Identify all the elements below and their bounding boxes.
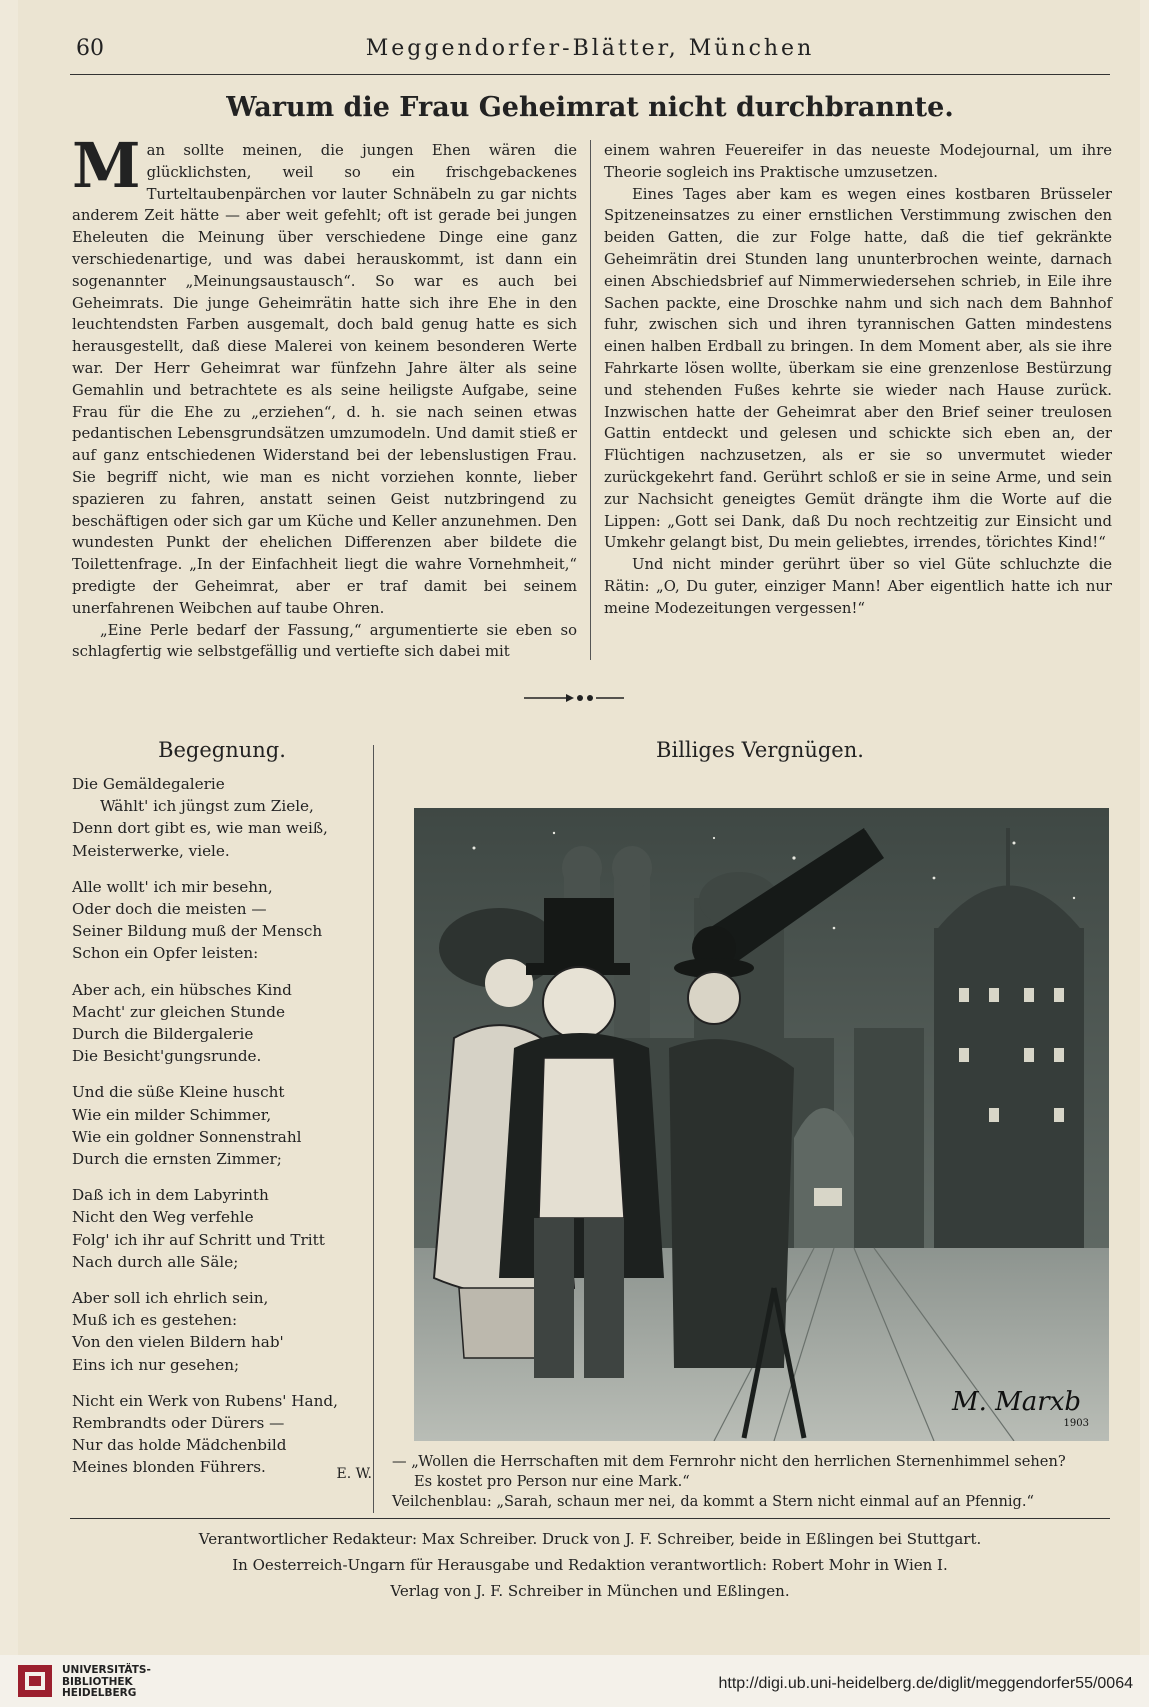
poem-stanza (72, 1081, 372, 1170)
cartoon-title: Billiges Vergnügen. (656, 738, 864, 762)
article-paragraph: „Eine Perle bedarf der Fassung,“ argumentierte sie eben so schlagfertig wie selbstgefällig und vertiefte sich dabei mit (72, 621, 577, 661)
poem-line: Nicht den Weg verfehle (72, 1208, 254, 1227)
column-divider (590, 140, 591, 660)
article-column-left (72, 129, 577, 663)
poem-line: Meisterwerke, viele. (72, 841, 230, 860)
poem (72, 773, 372, 1485)
header-rule (70, 74, 1110, 75)
article-paragraph: Und nicht minder gerührt über so viel Güte schluchzte die Rätin: „O, Du guter, einziger Mann! Aber eigentlich hatte ich nur meine Modezeitungen vergessen!“ (604, 556, 1112, 617)
poem-line: Durch die Bildergalerie (72, 1025, 254, 1044)
poem-line: Oder doch die meisten — (72, 900, 267, 919)
poem-line: Wie ein milder Schimmer, (72, 1105, 272, 1124)
poem-line: Aber soll ich ehrlich sein, (72, 1289, 269, 1308)
imprint-line: In Oesterreich-Ungarn für Herausgabe und Redaktion verantwortlich: Robert Mohr in Wien I. (232, 1556, 948, 1574)
article-title: Warum die Frau Geheimrat nicht durchbrannte. (226, 92, 954, 123)
caption-line: Veilchenblau: „Sarah, schaun mer nei, da kommt a Stern nicht einmal auf an Pfennig.“ (392, 1493, 1035, 1510)
library-name: UNIVERSITÄTS- BIBLIOTHEK HEIDELBERG (62, 1664, 151, 1699)
article-column-right (604, 140, 1112, 620)
page-header (70, 30, 1110, 70)
footer-rule (70, 1518, 1110, 1519)
poem-line: Aber ach, ein hübsches Kind (72, 980, 292, 999)
cartoon-caption (392, 1452, 1112, 1512)
poem-line: Macht' zur gleichen Stunde (72, 1002, 285, 1021)
imprint-line: Verantwortlicher Redakteur: Max Schreiber. Druck von J. F. Schreiber, beide in Eßlingen bei Stuttgart. (198, 1530, 982, 1548)
section-ornament (520, 688, 630, 708)
poem-line: Wählt' ich jüngst zum Ziele, (100, 797, 314, 816)
poem-line: Nach durch alle Säle; (72, 1252, 239, 1271)
poem-stanza (72, 773, 372, 862)
masthead: Meggendorfer-Blätter, München (365, 36, 815, 61)
poem-line: Rembrandts oder Dürers — (72, 1414, 285, 1433)
article-paragraph: einem wahren Feuereifer in das neueste Modejournal, um ihre Theorie sogleich ins Praktische umzusetzen. (604, 142, 1112, 181)
poem-line: Durch die ernsten Zimmer; (72, 1150, 282, 1169)
imprint-line: Verlag von J. F. Schreiber in München und Eßlingen. (390, 1582, 790, 1600)
library-bar (0, 1655, 1149, 1707)
poem-stanza (72, 1287, 372, 1376)
article-paragraph: Eines Tages aber kam es wegen eines kostbaren Brüsseler Spitzeneinsatzes zu einer ernstlichen Verstimmung zwischen den beiden Gatten, die zur Folge hatte, daß die tief gekränkte Geheimrätin drei Stunden lang ununterbrochen weinte, darnach einen Abschiedsbrief auf Nimmerwiedersehen schrieb, in Eile ihre Sachen packte, eine Droschke nahm und sich nach dem Bahnhof fuhr, zwischen sich und ihren tyrannischen Gatten mindestens einen halben Erdball zu bringen. In dem Moment aber, als sie ihre Fahrkarte lösen wollte, überkam sie eine grenzenlose Bestürzung und stehenden Fußes kehrte sie wieder nach Hause zurück. Inzwischen hatte der Geheimrat aber den Brief seiner treulosen Gattin entdeckt und gelesen und schickte sich eben an, der Flüchtigen nachzusetzen, als er sie so unvermutet wieder zurückgekehrt fand. Gerührt schloß er sie in seine Arme, und sein zur Nachsicht geneigtes Gemüt drängte ihm die Worte auf die Lippen: „Gott sei Dank, daß Du noch rechtzeitig zur Einsicht und Umkehr gelangt bist, Du mein geliebtes, irrendes, törichtes Kind!“ (604, 185, 1112, 552)
article-paragraph: Man sollte meinen, die jungen Ehen wären die glücklichsten, weil so ein frischgebackenes Turteltaubenpärchen vor lauter Schnäbeln zu gar nichts anderem Zeit hätte — aber weit gefehlt; oft ist gerade bei jungen Eheleuten die Meinung über verschiedene Dinge eine ganz verschiedenartige, und was dabei herauskommt, ist dann ein sogenannter „Meinungsaustausch“. So war es auch bei Geheimrats. Die junge Geheimrätin hatte sich ihre Ehe in den leuchtendsten Farben ausgemalt, doch bald genug hatte es sich herausgestellt, daß diese Malerei von keinem besonderen Werte war. Der Herr Geheimrat war fünfzehn Jahre älter als seine Gemahlin und betrachtete es als seine heiligste Aufgabe, seine Frau für die Ehe zu „erziehen“, d. h. sie nach seinen etwas pedantischen Lebensgrundsätzen umzumodeln. Und damit stieß er auf ganz entschiedenen Widerstand bei der lebenslustigen Frau. Sie begriff nicht, wie man es nicht vorziehen konnte, lieber spazieren zu fahren, anstatt seinen Geist nutzbringend zu beschäftigen oder sich gar um Küche und Keller anzunehmen. Den wundesten Punkt der ehelichen Differenzen aber bildete die Toilettenfrage. „In der Einfachheit liegt die wahre Vornehmheit,“ predigte der Geheimrat, aber er traf damit bei seinem unerfahrenen Weibchen auf taube Ohren. (72, 129, 577, 617)
artist-year: 1903 (1063, 1418, 1089, 1429)
poem-line: Nicht ein Werk von Rubens' Hand, (72, 1391, 338, 1410)
poem-line: Von den vielen Bildern hab' (72, 1333, 284, 1352)
poem-line: Folg' ich ihr auf Schritt und Tritt (72, 1230, 325, 1249)
imprint-footer (70, 1526, 1110, 1604)
poem-line: Die Besicht'gungsrunde. (72, 1047, 262, 1066)
poem-line: Wie ein goldner Sonnenstrahl (72, 1127, 302, 1146)
source-url-link[interactable]: http://digi.ub.uni-heidelberg.de/diglit/meggendorfer55/0064 (718, 1675, 1133, 1692)
poem-line: Daß ich in dem Labyrinth (72, 1186, 269, 1205)
caption-line: Es kostet pro Person nur eine Mark.“ (414, 1473, 690, 1490)
drop-cap: M (72, 129, 141, 202)
poem-line: Seiner Bildung muß der Mensch (72, 922, 323, 941)
university-logo-icon (18, 1665, 52, 1697)
poem-stanza (72, 979, 372, 1068)
artist-signature: M. Marxb (951, 1387, 1081, 1417)
poem-line: Und die süße Kleine huscht (72, 1083, 285, 1102)
night-street-scene (414, 808, 1109, 1441)
poem-line: Meines blonden Führers. (72, 1458, 266, 1477)
poem-line: Muß ich es gestehen: (72, 1311, 238, 1330)
poem-title: Begegnung. (158, 738, 286, 762)
section-divider (373, 745, 374, 1513)
poem-line: Eins ich nur gesehen; (72, 1355, 240, 1374)
poem-stanza (72, 1184, 372, 1273)
poem-line: Schon ein Opfer leisten: (72, 944, 259, 963)
caption-line: — „Wollen die Herrschaften mit dem Fernrohr nicht den herrlichen Sternenhimmel sehen? (392, 1453, 1066, 1470)
poem-line: Denn dort gibt es, wie man weiß, (72, 819, 328, 838)
poem-stanza (72, 876, 372, 965)
poem-author: E. W. (336, 1465, 372, 1482)
page-number: 60 (76, 36, 104, 61)
poem-line: Die Gemäldegalerie (72, 775, 225, 793)
poem-line: Alle wollt' ich mir besehn, (72, 877, 273, 896)
cartoon-illustration (414, 808, 1109, 1441)
poem-line: Nur das holde Mädchenbild (72, 1436, 287, 1455)
